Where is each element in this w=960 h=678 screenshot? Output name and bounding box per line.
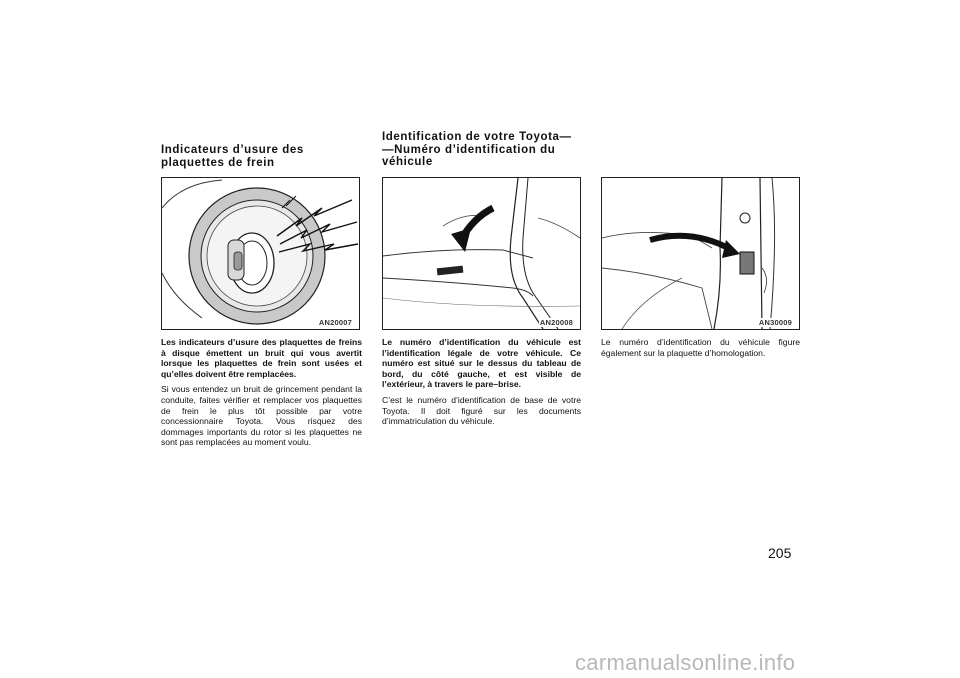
column-certification-text — [601, 337, 800, 363]
heading-line: Identification de votre Toyota— — [382, 131, 572, 143]
heading-line: véhicule — [382, 156, 433, 168]
page-number: 205 — [768, 545, 792, 561]
heading-line: Indicateurs d’usure des — [161, 144, 304, 156]
dashboard-illustration — [383, 178, 580, 329]
heading-line: plaquettes de frein — [161, 156, 275, 169]
watermark: carmanualsonline.info — [575, 650, 796, 675]
figure-code: AN20007 — [318, 318, 352, 327]
paragraph: Si vous entendez un bruit de grincement pendant la conduite, faites vérifier et remplacer vos plaquettes de frein le plus tôt possible par votre concessionnaire Toyota. Vous risquez des dommages importants du rotor si les plaquettes ne sont pas remplacées au moment voulu. — [161, 384, 362, 448]
paragraph: Le numéro d’identification du véhicule figure également sur la plaquette d’homologation. — [601, 337, 800, 358]
column-vehicle-id-text — [382, 337, 581, 432]
column-brake-wear-text — [161, 337, 362, 453]
figure-dashboard-vin — [382, 177, 581, 330]
paragraph-bold: Les indicateurs d’usure des plaquettes de freins à disque émettent un bruit qui vous avertit lorsque les plaquettes de frein sont usées et qu’elles doivent être remplacées. — [161, 337, 362, 379]
figure-code: AN20008 — [539, 318, 573, 327]
paragraph-bold: Le numéro d’identification du véhicule est l’identification légale de votre véhicule. Ce numéro est situé sur le dessus du tableau de bord, du côté gauche, et est visible de l’extérieur, à travers le pare–brise. — [382, 337, 581, 390]
figure-certification-label — [601, 177, 800, 330]
door-pillar-illustration — [602, 178, 799, 329]
heading-line: —Numéro d’identification du — [382, 143, 556, 156]
section-heading-vehicle-id — [382, 131, 572, 169]
figure-brake-wear-indicator — [161, 177, 360, 330]
section-heading-brake-wear — [161, 144, 304, 169]
paragraph: C’est le numéro d’identification de base de votre Toyota. Il doit figuré sur les documents d’immatriculation du véhicule. — [382, 394, 581, 427]
figure-code: AN30009 — [758, 318, 792, 327]
brake-wheel-illustration — [162, 178, 359, 329]
